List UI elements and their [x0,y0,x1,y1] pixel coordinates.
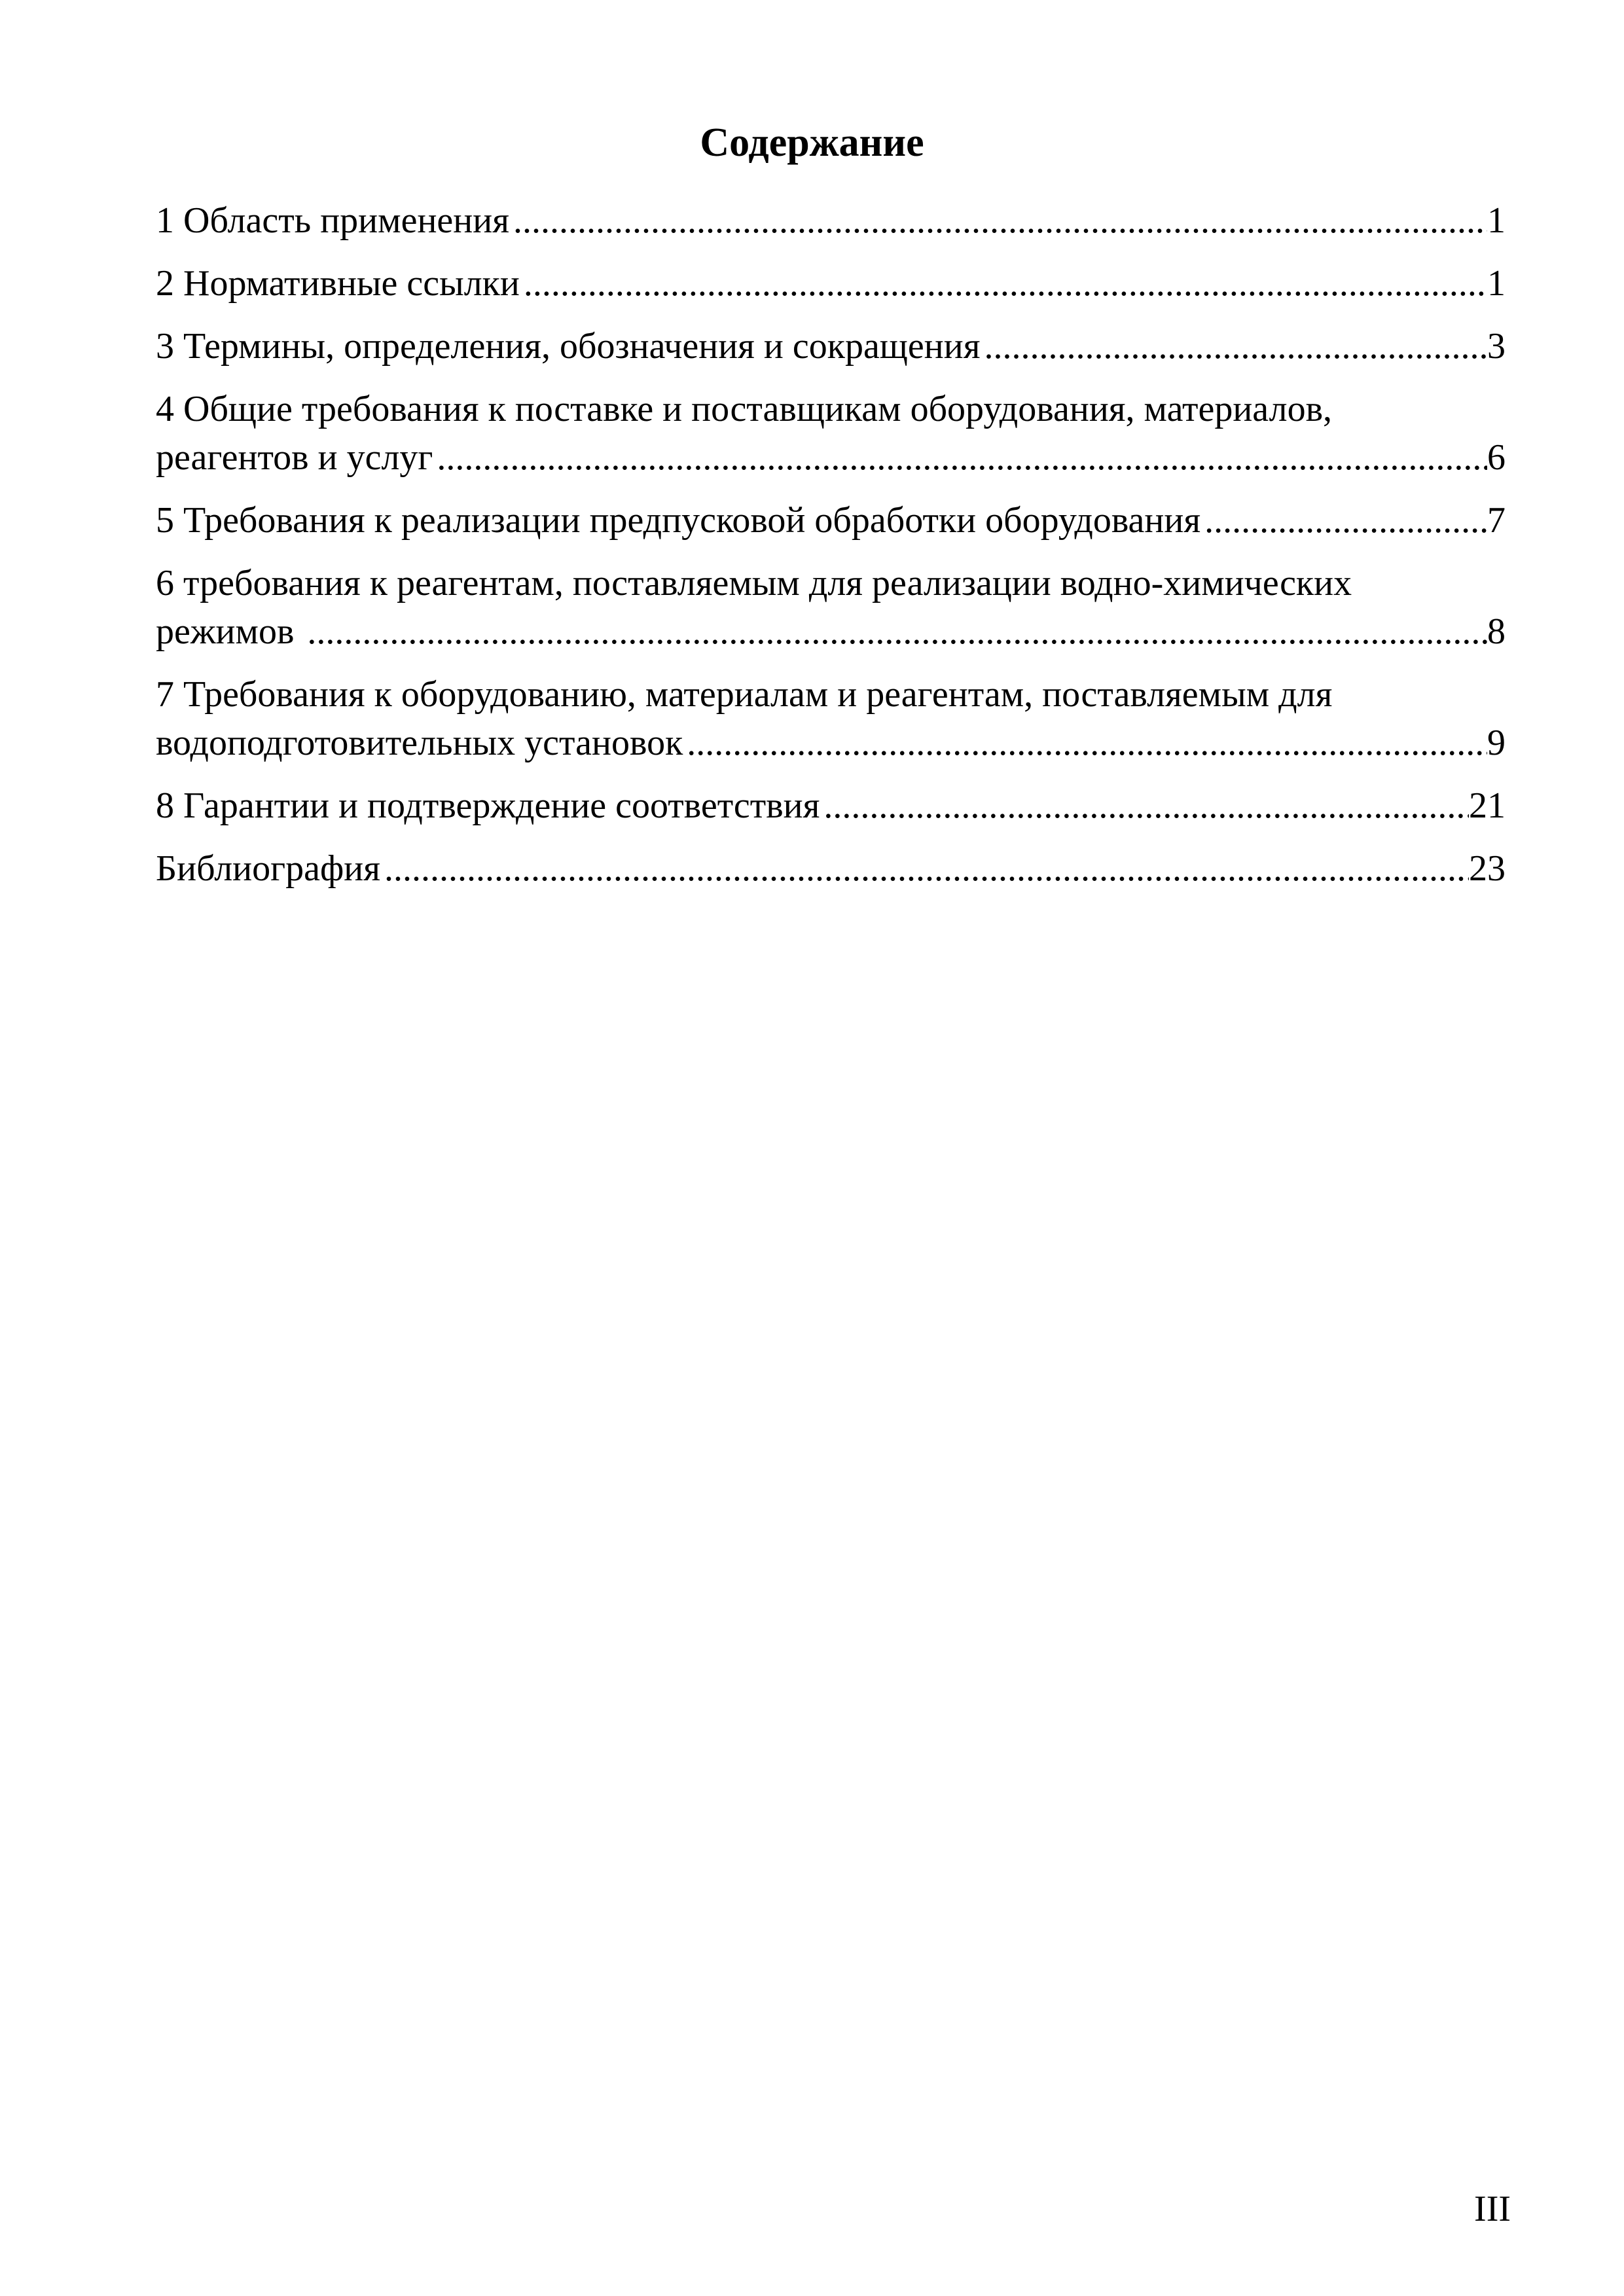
toc-entry-page: 1 [1487,263,1506,304]
toc-entry-4 [156,385,1506,482]
toc-entry-text-continued: режимов [156,611,304,652]
toc-entry-text-continued: реагентов и услуг [156,437,433,478]
toc-entry-text: 1 Область применения [156,200,509,241]
toc-entry-page: 8 [1487,611,1506,652]
toc-entry-page: 21 [1469,785,1506,826]
toc-leader-dots [509,196,1487,245]
toc-leader-dots [683,719,1487,767]
toc-entry-text: 6 требования к реагентам, поставляемым для реализации водно-химических [156,563,1352,603]
toc-entry-1 [156,196,1506,245]
toc-entry-text: Библиография [156,848,380,889]
toc-entry-page: 6 [1487,437,1506,478]
toc-entry-8 [156,781,1506,830]
toc-entry-7 [156,670,1506,767]
toc-entry-6 [156,559,1506,656]
toc-leader-dots [820,781,1469,830]
toc-entry-page: 9 [1487,723,1506,763]
toc-entry-text: 2 Нормативные ссылки [156,263,520,304]
toc-leader-dots [520,259,1487,308]
toc-entry-3 [156,322,1506,370]
toc-leader-dots [1200,496,1487,545]
toc-entry-page: 3 [1487,326,1506,367]
toc-leader-dots [380,844,1469,893]
toc-entry-2 [156,259,1506,308]
toc-entry-text-continued: водоподготовительных установок [156,723,683,763]
toc-entry-text: 4 Общие требования к поставке и поставщикам оборудования, материалов, [156,389,1333,429]
toc-entry-page: 7 [1487,500,1506,541]
toc-entry-text: 7 Требования к оборудованию, материалам и реагентам, поставляемым для [156,674,1333,715]
toc-entry-page: 1 [1487,200,1506,241]
toc-entry-bibliography [156,844,1506,893]
toc-entry-page: 23 [1469,848,1506,889]
toc-entry-text: 8 Гарантии и подтверждение соответствия [156,785,820,826]
toc-list [156,196,1506,907]
toc-leader-dots [433,433,1487,482]
toc-entry-5 [156,496,1506,545]
toc-title: Содержание [700,120,924,165]
toc-entry-text: 3 Термины, определения, обозначения и сокращения [156,326,981,367]
toc-entry-text: 5 Требования к реализации предпусковой обработки оборудования [156,500,1201,541]
toc-leader-dots [980,322,1487,370]
toc-leader-dots [303,607,1487,656]
page-number: III [1474,2189,1511,2229]
